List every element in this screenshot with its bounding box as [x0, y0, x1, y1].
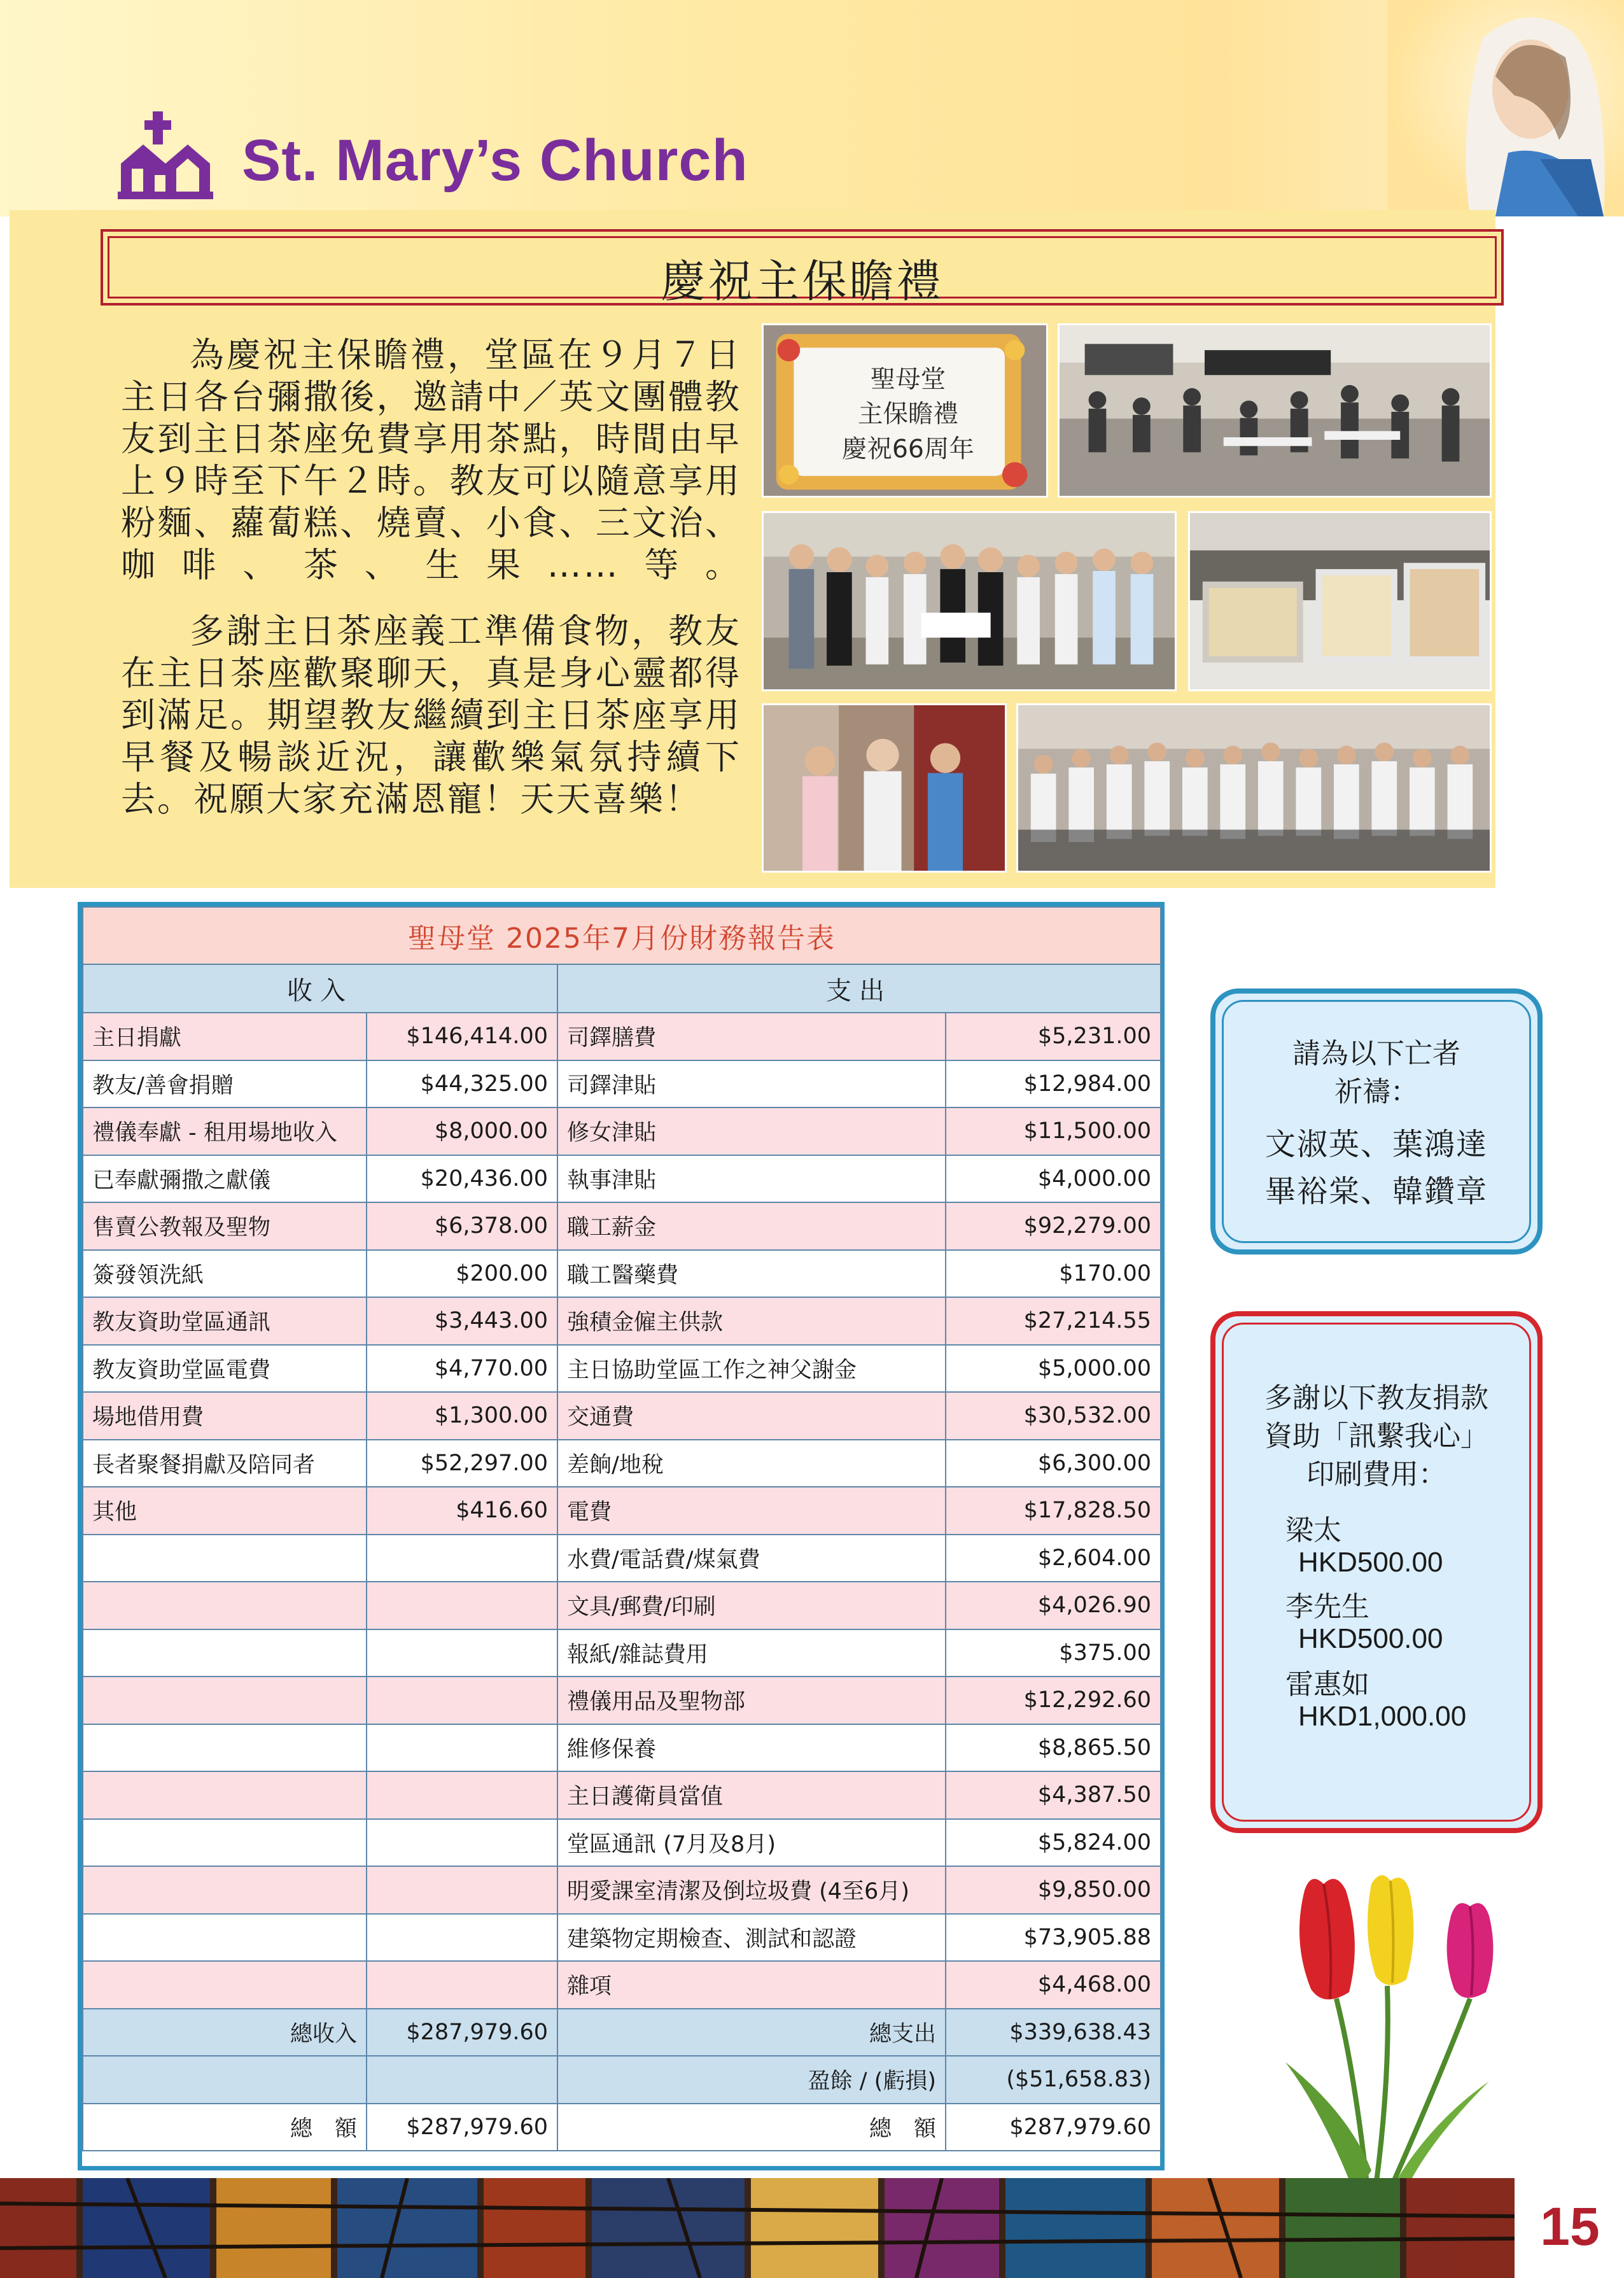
income-amount: $52,297.00 — [367, 1440, 557, 1487]
expense-label: 雜項 — [557, 1961, 946, 2009]
expense-label: 明愛課室清潔及倒垃圾費 (4至6月) — [557, 1866, 946, 1914]
expense-amount: $2,604.00 — [946, 1535, 1161, 1582]
finance-row — [83, 1107, 1161, 1155]
expense-label: 報紙/雜誌費用 — [557, 1629, 946, 1677]
expense-amount: $5,231.00 — [946, 1013, 1161, 1060]
finance-row — [83, 1724, 1161, 1772]
income-label: 主日捐獻 — [83, 1013, 367, 1060]
article-paragraph-1: 為慶祝主保瞻禮，堂區在９月７日主日各台彌撒後，邀請中／英文團體教友到主日茶座免費享用茶點，時間由早上９時至下午２時。教友可以隨意享用粉麵、蘿蔔糕、燒賣、小食、三文治、咖啡、茶、生果……等。 — [121, 335, 741, 585]
church-name: St. Mary’s Church — [242, 128, 748, 193]
empty-cell — [83, 2056, 367, 2104]
income-amount — [367, 1724, 557, 1772]
expense-amount: $17,828.50 — [946, 1487, 1161, 1535]
expense-label: 職工醫藥費 — [557, 1250, 946, 1298]
donor-name: 雷惠如 — [1285, 1668, 1369, 1701]
grand-total-label-left: 總 額 — [83, 2104, 367, 2151]
expense-amount: $375.00 — [946, 1629, 1161, 1677]
income-amount: $200.00 — [367, 1250, 557, 1298]
expense-amount: $5,000.00 — [946, 1345, 1161, 1393]
finance-report-table — [78, 902, 1165, 2170]
income-label: 禮儀奉獻 - 租用場地收入 — [83, 1107, 367, 1155]
income-label: 教友/善會捐贈 — [83, 1060, 367, 1108]
expense-amount: $9,850.00 — [946, 1866, 1161, 1914]
total-expense-amount: $339,638.43 — [946, 2009, 1161, 2057]
photo-cake — [762, 323, 1048, 498]
expense-amount: $4,026.90 — [946, 1582, 1161, 1629]
income-amount — [367, 1677, 557, 1724]
income-amount — [367, 1629, 557, 1677]
finance-row — [83, 1961, 1161, 2009]
income-amount: $44,325.00 — [367, 1060, 557, 1108]
finance-row — [83, 1677, 1161, 1724]
prayer-box — [1210, 988, 1543, 1255]
article-title-box — [101, 229, 1504, 306]
donor-name: 李先生 — [1285, 1591, 1369, 1623]
income-amount — [367, 1914, 557, 1962]
photo-food-trays — [1188, 511, 1492, 691]
article-paragraph-2: 多謝主日茶座義工準備食物，教友在主日茶座歡聚聊天，真是身心靈都得到滿足。期望教友繼續到主日茶座享用早餐及暢談近況，讓歡樂氣氛持續下去。祝願大家充滿恩寵！天天喜樂！ — [121, 611, 741, 819]
income-label — [83, 1771, 367, 1819]
income-amount: $4,770.00 — [367, 1345, 557, 1393]
expense-label: 維修保養 — [557, 1724, 946, 1772]
expense-label: 執事津貼 — [557, 1155, 946, 1203]
expense-label: 文具/郵費/印刷 — [557, 1582, 946, 1629]
finance-row — [83, 1013, 1161, 1060]
finance-row — [83, 1060, 1161, 1108]
finance-row — [83, 1866, 1161, 1914]
income-label — [83, 1961, 367, 2009]
income-amount: $146,414.00 — [367, 1013, 557, 1060]
income-amount — [367, 1961, 557, 2009]
expense-label: 堂區通訊 (7月及8月) — [557, 1819, 946, 1867]
finance-row — [83, 1155, 1161, 1203]
cake-text-3: 慶祝66周年 — [841, 435, 974, 464]
income-header: 收入 — [83, 964, 557, 1013]
finance-row — [83, 1914, 1161, 1962]
mary-statue-image — [1387, 0, 1624, 216]
prayer-line-2: 祈禱： — [1334, 1076, 1418, 1108]
prayer-names-2: 畢裕棠、韓鑽章 — [1264, 1174, 1488, 1209]
donation-box — [1210, 1311, 1543, 1833]
finance-row — [83, 1582, 1161, 1629]
income-amount: $6,378.00 — [367, 1202, 557, 1250]
expense-label: 強積金僱主供款 — [557, 1297, 946, 1345]
surplus-label: 盈餘 / (虧損) — [557, 2056, 946, 2104]
finance-table — [82, 906, 1161, 2151]
photo-group-cake — [762, 511, 1177, 691]
expense-label: 差餉/地稅 — [557, 1440, 946, 1487]
expense-amount: $5,824.00 — [946, 1819, 1161, 1867]
expense-label: 職工薪金 — [557, 1202, 946, 1250]
empty-cell — [367, 2056, 557, 2104]
expense-amount: $30,532.00 — [946, 1392, 1161, 1440]
finance-row — [83, 1392, 1161, 1440]
stained-glass-image — [0, 2178, 1515, 2278]
article-title: 慶祝主保瞻禮 — [661, 255, 944, 307]
expense-label: 水費/電話費/煤氣費 — [557, 1535, 946, 1582]
expense-label: 司鐸津貼 — [557, 1060, 946, 1108]
page-number: 15 — [1540, 2197, 1600, 2256]
donor-name: 梁太 — [1285, 1514, 1341, 1547]
finance-row — [83, 1535, 1161, 1582]
income-label: 簽發領洗紙 — [83, 1250, 367, 1298]
expense-amount: $170.00 — [946, 1250, 1161, 1298]
donation-line-3: 印刷費用： — [1306, 1458, 1446, 1491]
donation-line-2: 資助「訊繫我心」 — [1264, 1420, 1488, 1452]
income-label: 其他 — [83, 1487, 367, 1535]
income-amount: $3,443.00 — [367, 1297, 557, 1345]
income-amount: $416.60 — [367, 1487, 557, 1535]
expense-amount: $6,300.00 — [946, 1440, 1161, 1487]
expense-amount: $12,984.00 — [946, 1060, 1161, 1108]
expense-label: 禮儀用品及聖物部 — [557, 1677, 946, 1724]
expense-label: 電費 — [557, 1487, 946, 1535]
expense-label: 修女津貼 — [557, 1107, 946, 1155]
finance-row — [83, 1629, 1161, 1677]
expense-amount: $4,387.50 — [946, 1771, 1161, 1819]
photo-large-group — [1016, 703, 1492, 873]
donation-line-1: 多謝以下教友捐款 — [1264, 1382, 1488, 1414]
expense-label: 主日護衛員當值 — [557, 1771, 946, 1819]
church-logo-icon — [118, 111, 213, 200]
expense-amount: $12,292.60 — [946, 1677, 1161, 1724]
expense-header: 支出 — [557, 964, 1161, 1013]
cake-text-2: 主保瞻禮 — [858, 400, 958, 429]
income-label — [83, 1724, 367, 1772]
total-income-label: 總收入 — [83, 2009, 367, 2057]
income-amount — [367, 1582, 557, 1629]
income-label — [83, 1866, 367, 1914]
income-amount — [367, 1819, 557, 1867]
donor-amount: HKD500.00 — [1298, 1547, 1443, 1578]
income-amount — [367, 1866, 557, 1914]
expense-amount: $8,865.50 — [946, 1724, 1161, 1772]
income-label: 已奉獻彌撒之獻儀 — [83, 1155, 367, 1203]
tulip-flowers-icon — [1260, 1871, 1527, 2196]
prayer-names-1: 文淑英、葉鴻達 — [1264, 1127, 1488, 1162]
finance-row — [83, 1345, 1161, 1393]
expense-amount: $92,279.00 — [946, 1202, 1161, 1250]
expense-amount: $11,500.00 — [946, 1107, 1161, 1155]
income-label: 長者聚餐捐獻及陪同者 — [83, 1440, 367, 1487]
income-label — [83, 1677, 367, 1724]
grand-total-right: $287,979.60 — [946, 2104, 1161, 2151]
income-amount: $20,436.00 — [367, 1155, 557, 1203]
income-label — [83, 1582, 367, 1629]
expense-amount: $4,468.00 — [946, 1961, 1161, 2009]
finance-row — [83, 1440, 1161, 1487]
total-expense-label: 總支出 — [557, 2009, 946, 2057]
expense-amount: $4,000.00 — [946, 1155, 1161, 1203]
finance-row — [83, 1250, 1161, 1298]
income-label — [83, 1914, 367, 1962]
expense-amount: $73,905.88 — [946, 1914, 1161, 1962]
income-amount: $1,300.00 — [367, 1392, 557, 1440]
income-label: 售賣公教報及聖物 — [83, 1202, 367, 1250]
prayer-line-1: 請為以下亡者 — [1292, 1037, 1460, 1070]
donor-amount: HKD500.00 — [1298, 1623, 1443, 1654]
income-label — [83, 1535, 367, 1582]
finance-row — [83, 1819, 1161, 1867]
expense-label: 司鐸膳費 — [557, 1013, 946, 1060]
total-income-amount: $287,979.60 — [367, 2009, 557, 2057]
expense-label: 主日協助堂區工作之神父謝金 — [557, 1345, 946, 1393]
article-body — [121, 334, 741, 845]
income-label — [83, 1819, 367, 1867]
finance-row — [83, 1202, 1161, 1250]
income-amount — [367, 1535, 557, 1582]
income-amount: $8,000.00 — [367, 1107, 557, 1155]
photo-three-men — [762, 703, 1007, 873]
surplus-amount: ($51,658.83) — [946, 2056, 1161, 2104]
finance-row — [83, 1297, 1161, 1345]
finance-title: 聖母堂 2025年7月份財務報告表 — [83, 907, 1161, 964]
donor-amount: HKD1,000.00 — [1298, 1701, 1467, 1732]
grand-total-label-right: 總 額 — [557, 2104, 946, 2151]
expense-label: 建築物定期檢查、測試和認證 — [557, 1914, 946, 1962]
income-label: 場地借用費 — [83, 1392, 367, 1440]
income-label: 教友資助堂區通訊 — [83, 1297, 367, 1345]
expense-label: 交通費 — [557, 1392, 946, 1440]
income-label: 教友資助堂區電費 — [83, 1345, 367, 1393]
grand-total-left: $287,979.60 — [367, 2104, 557, 2151]
income-label — [83, 1629, 367, 1677]
expense-amount: $27,214.55 — [946, 1297, 1161, 1345]
cake-text-1: 聖母堂 — [870, 365, 946, 394]
photo-hall-crowd — [1058, 323, 1492, 498]
finance-row — [83, 1487, 1161, 1535]
income-amount — [367, 1771, 557, 1819]
finance-row — [83, 1771, 1161, 1819]
